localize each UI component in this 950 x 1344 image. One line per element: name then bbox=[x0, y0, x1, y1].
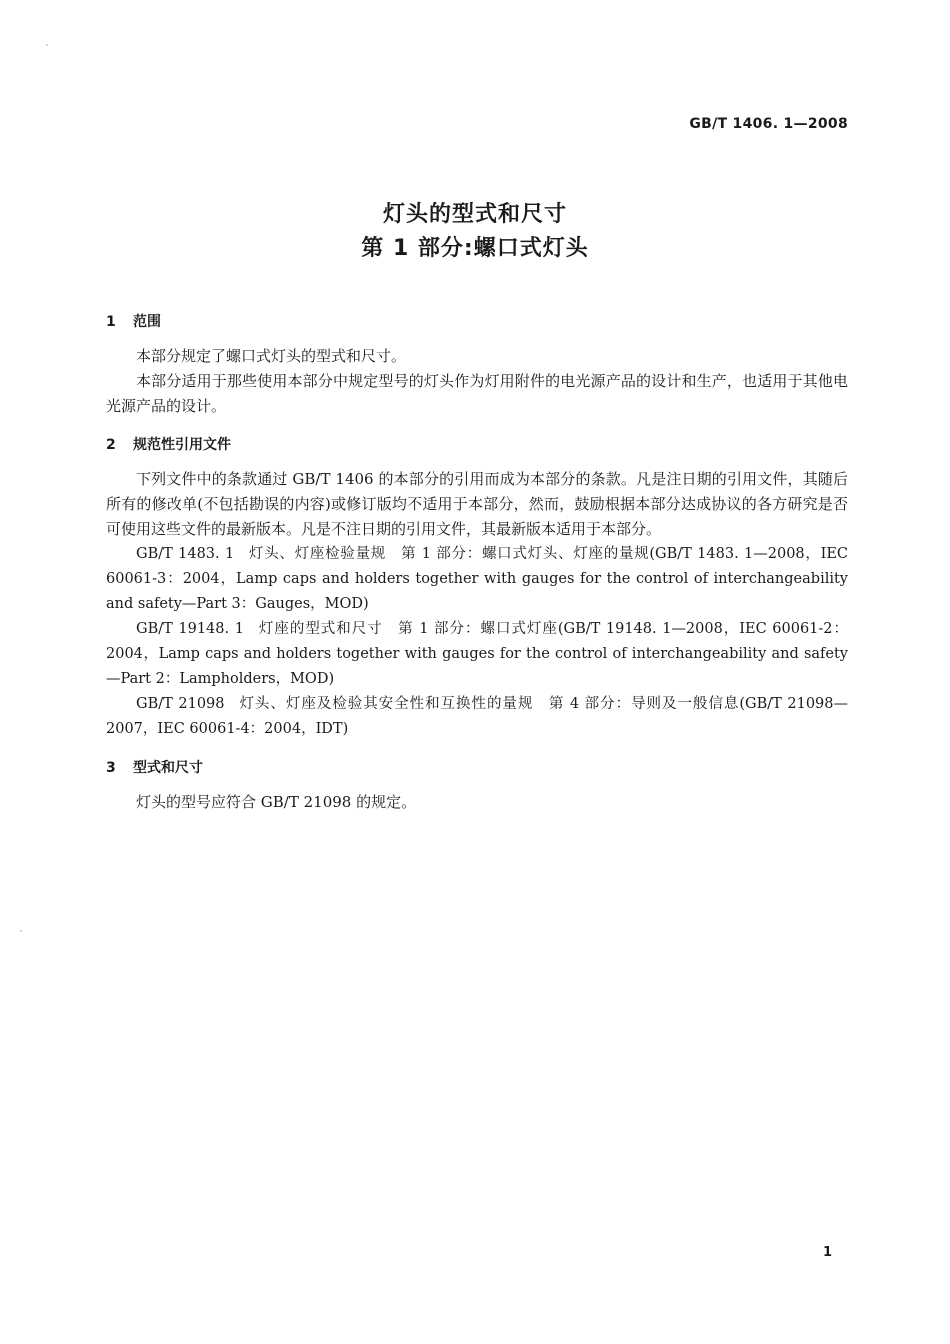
reference-text: 灯头、灯座及检验其安全性和互换性的量规 第 4 部分：导则及一般信息(GB/T 21098—2007，IEC 60061-4：2004，IDT) bbox=[106, 696, 848, 737]
reference-item bbox=[106, 692, 848, 742]
paragraph: 本部分规定了螺口式灯头的型式和尺寸。 bbox=[136, 347, 407, 365]
document-body bbox=[106, 310, 848, 815]
section-number: 1 bbox=[106, 314, 116, 330]
title-line-2: 第 1 部分:螺口式灯头 bbox=[361, 236, 589, 261]
reference-item bbox=[106, 542, 848, 617]
section-heading bbox=[106, 756, 848, 780]
reference-item bbox=[106, 617, 848, 692]
paragraph: 本部分适用于那些使用本部分中规定型号的灯头作为灯用附件的电光源产品的设计和生产，也适用于其他电光源产品的设计。 bbox=[106, 372, 848, 415]
reference-code: GB/T 1483. 1 bbox=[136, 546, 235, 562]
section-number: 3 bbox=[106, 760, 116, 776]
reference-text: 灯头、灯座检验量规 第 1 部分：螺口式灯头、灯座的量规(GB/T 1483. 1—2008，IEC 60061-3：2004，Lamp caps and holders together with gauges for the control of interchangeability and safety—Part 3：Gauges，MOD) bbox=[106, 546, 849, 612]
document-title bbox=[0, 198, 950, 266]
section-heading bbox=[106, 310, 848, 334]
section-heading bbox=[106, 433, 848, 457]
reference-code: GB/T 19148. 1 bbox=[136, 621, 244, 637]
section-scope bbox=[106, 310, 848, 419]
page-number: 1 bbox=[822, 1245, 832, 1260]
section-normative-references bbox=[106, 433, 848, 742]
section-number: 2 bbox=[106, 437, 116, 453]
section-title: 型式和尺寸 bbox=[133, 760, 203, 776]
section-types-dimensions bbox=[106, 756, 848, 815]
section-title: 规范性引用文件 bbox=[133, 437, 231, 453]
paragraph: 下列文件中的条款通过 GB/T 1406 的本部分的引用而成为本部分的条款。凡是注日期的引用文件，其随后所有的修改单(不包括勘误的内容)或修订版均不适用于本部分，然而，鼓励根据本部分达成协议的各方研究是否可使用这些文件的最新版本。凡是不注日期的引用文件，其最新版本适用于本部分。 bbox=[106, 470, 848, 538]
reference-code: GB/T 21098 bbox=[136, 696, 225, 712]
paragraph: 灯头的型号应符合 GB/T 21098 的规定。 bbox=[136, 793, 417, 811]
section-title: 范围 bbox=[133, 314, 161, 330]
title-line-1: 灯头的型式和尺寸 bbox=[382, 202, 567, 227]
scan-speck bbox=[46, 44, 48, 46]
standard-number: GB/T 1406. 1—2008 bbox=[689, 116, 848, 132]
reference-text: 灯座的型式和尺寸 第 1 部分：螺口式灯座(GB/T 19148. 1—2008，IEC 60061-2：2004，Lamp caps and holders together with gauges for the control of interchangeability and safety—Part 2：Lampholders，MOD) bbox=[106, 621, 848, 687]
scan-speck bbox=[20, 930, 22, 932]
